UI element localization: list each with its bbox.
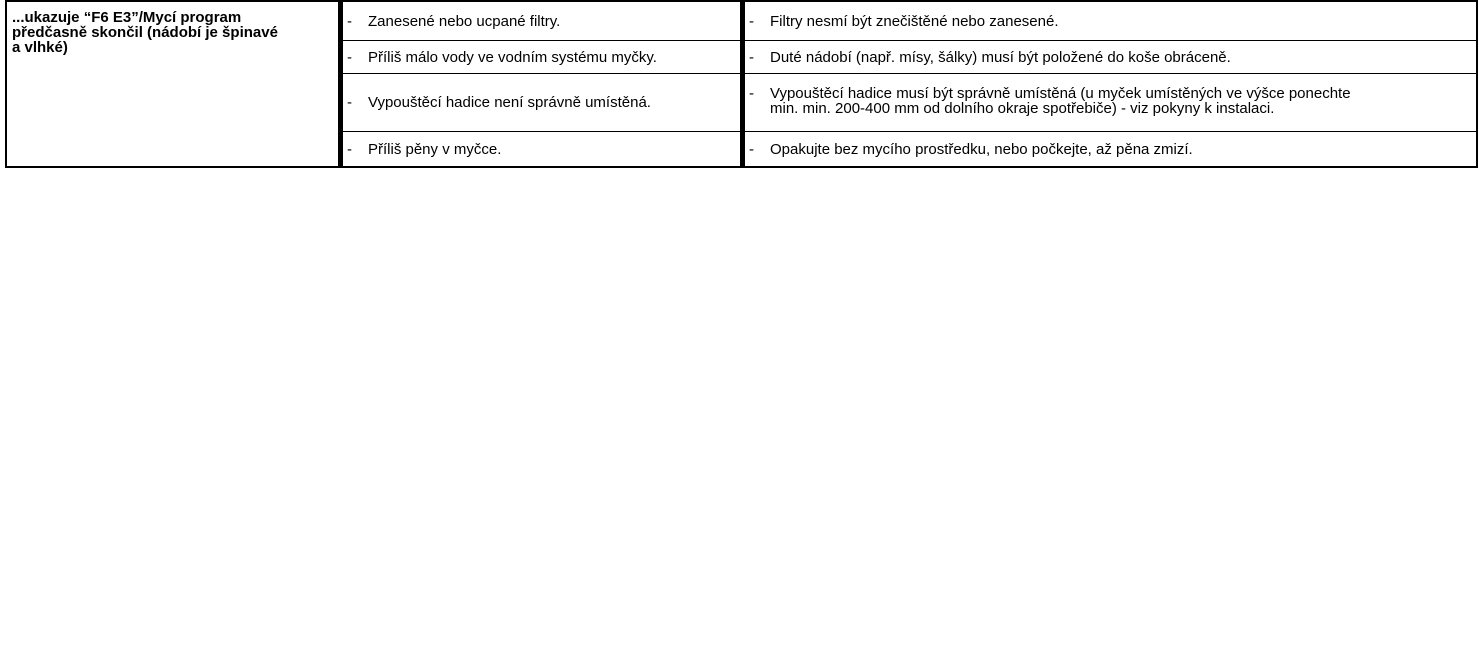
bullet-dash: - bbox=[749, 12, 754, 30]
cause-cell bbox=[343, 2, 740, 40]
bullet-dash: - bbox=[749, 85, 754, 102]
bullet-dash: - bbox=[347, 12, 352, 30]
troubleshooting-table bbox=[5, 0, 1478, 168]
remedy-line: Vypouštěcí hadice musí být správně umístěná (u myček umístěných ve výšce ponechte bbox=[770, 85, 1351, 102]
remedy-line: Duté nádobí (např. mísy, šálky) musí být položené do koše obráceně. bbox=[770, 48, 1231, 66]
remedy-text bbox=[770, 50, 1469, 65]
cause-cell bbox=[343, 132, 740, 166]
bullet-dash: - bbox=[749, 48, 754, 66]
cause-text: Příliš málo vody ve vodním systému myčky. bbox=[368, 48, 657, 66]
remedy-line: min. min. 200-400 mm od dolního okraje spotřebiče) - viz pokyny k instalaci. bbox=[770, 100, 1275, 117]
table-row bbox=[343, 74, 1476, 131]
symptom-cell bbox=[5, 0, 338, 166]
remedy-line: Opakujte bez mycího prostředku, nebo počkejte, až pěna zmizí. bbox=[770, 140, 1193, 158]
bullet-dash: - bbox=[347, 48, 352, 66]
symptom-line-3: a vlhké) bbox=[12, 39, 68, 56]
symptom-text bbox=[12, 10, 334, 55]
table-row bbox=[343, 41, 1476, 73]
bullet-dash: - bbox=[347, 140, 352, 158]
symptom-line-2: předčasně skončil (nádobí je špinavé bbox=[12, 24, 278, 41]
cause-cell bbox=[343, 41, 740, 73]
cause-cell bbox=[343, 74, 740, 131]
remedy-text bbox=[770, 142, 1469, 157]
remedy-line: Filtry nesmí být znečištěné nebo zanesené. bbox=[770, 12, 1059, 30]
cause-text: Vypouštěcí hadice není správně umístěná. bbox=[368, 94, 651, 111]
bullet-dash: - bbox=[347, 94, 352, 111]
table-right-edge bbox=[1476, 0, 1478, 166]
cause-text: Zanesené nebo ucpané filtry. bbox=[368, 12, 561, 30]
table-row bbox=[343, 132, 1476, 166]
bullet-dash: - bbox=[749, 140, 754, 158]
remedy-cell bbox=[745, 74, 1475, 131]
remedy-cell bbox=[745, 132, 1475, 166]
remedy-text bbox=[770, 14, 1469, 29]
symptom-line-1: ...ukazuje “F6 E3”/Mycí program bbox=[12, 9, 242, 26]
cause-text: Příliš pěny v myčce. bbox=[368, 140, 502, 158]
remedy-cell bbox=[745, 2, 1475, 40]
remedy-text bbox=[770, 86, 1469, 116]
remedy-cell bbox=[745, 41, 1475, 73]
table-row bbox=[343, 2, 1476, 40]
